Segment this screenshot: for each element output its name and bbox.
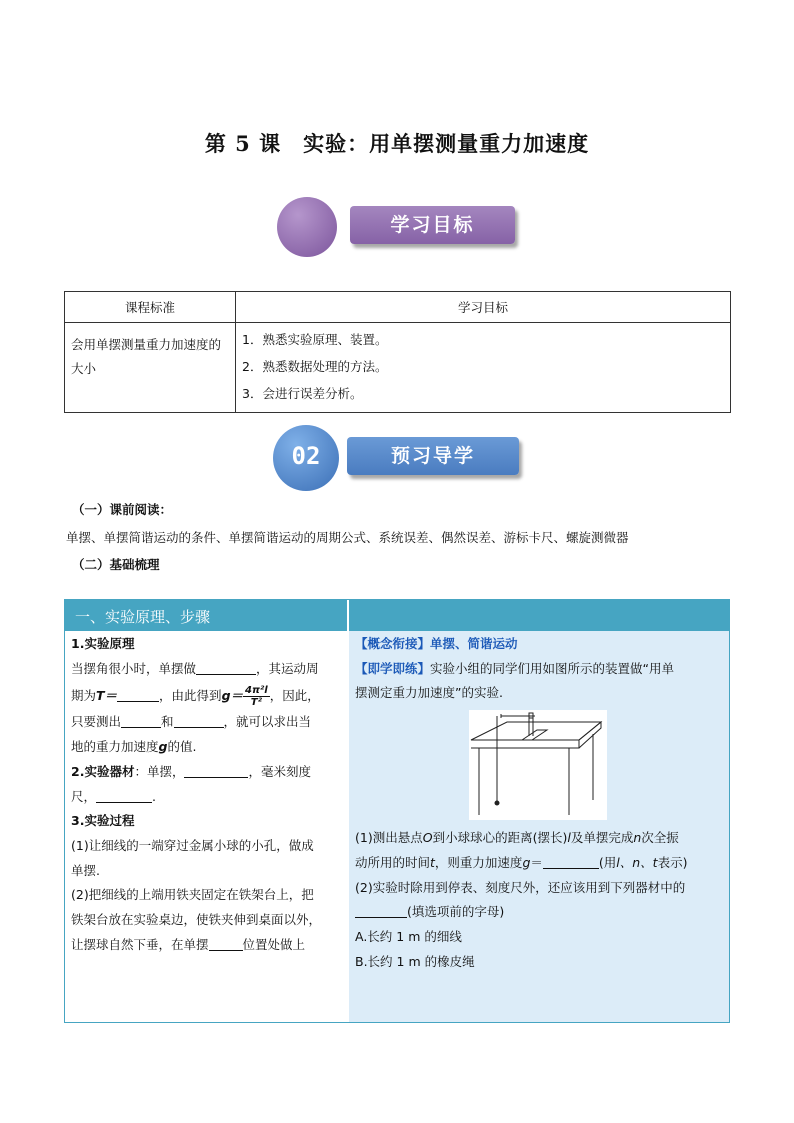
fraction-numerator: 4π²l <box>245 685 268 697</box>
section-badge-circle-1 <box>277 197 337 257</box>
course-standard-text: 会用单摆测量重力加速度的大小 <box>71 337 222 376</box>
reading-heading: （一）课前阅读： <box>72 502 173 517</box>
step-text: 铁架台放在实验桌边，使铁夹伸到桌面以外， <box>71 912 322 928</box>
answer-blank[interactable] <box>543 854 599 869</box>
text: ，则重力加速度 <box>434 854 523 870</box>
goals-table <box>64 291 731 413</box>
fraction-denominator: T² <box>250 697 262 709</box>
blank <box>209 936 243 951</box>
text: 实验小组的同学们用如图所示的装置做“用单 <box>430 660 674 676</box>
text: ，因此， <box>269 688 320 704</box>
text: 当摆角很小时，单摆做 <box>71 660 197 676</box>
text: 及单摆完成 <box>570 830 634 846</box>
text: 尺， <box>71 788 97 804</box>
apparatus-figure <box>469 710 607 820</box>
blank <box>184 763 248 778</box>
course-standard-cell <box>65 323 236 413</box>
text: (1)测出悬点 <box>355 830 423 846</box>
heading-process: 3.实验过程 <box>71 813 135 829</box>
text: ，毫米刻度 <box>248 763 311 779</box>
text: ，其运动周 <box>256 660 319 676</box>
basics-heading: （二）基础梳理 <box>72 557 160 572</box>
goal-item: 2．熟悉数据处理的方法。 <box>242 359 388 374</box>
text: 地的重力加速度 <box>71 739 159 755</box>
blank <box>174 713 224 728</box>
answer-blank[interactable] <box>355 903 407 918</box>
text: 摆测定重力加速度”的实验. <box>355 685 503 701</box>
formula-g: g <box>158 739 168 755</box>
var-l: l <box>567 830 571 846</box>
text: 只要测出 <box>71 714 122 730</box>
question-text: (2)实验时除用到停表、刻度尺外，还应该用到下列器材中的 <box>355 879 686 895</box>
var-g: g <box>522 854 531 870</box>
text: 期为 <box>71 688 97 704</box>
text: (填选项前的字母) <box>407 904 505 920</box>
page-title: 第 5 课 实验：用单摆测量重力加速度 <box>204 131 590 156</box>
concept-tag: 【概念衔接】单摆、简谐运动 <box>355 636 518 651</box>
step-text: (1)让细线的一端穿过金属小球的小孔，做成 <box>71 837 314 853</box>
goal-item: 1．熟悉实验原理、装置。 <box>242 332 388 347</box>
step-text: 单摆. <box>71 862 100 878</box>
text: ，就可以求出当 <box>223 714 312 730</box>
text: 让摆球自然下垂，在单摆 <box>71 936 209 952</box>
formula-g: g＝ <box>221 688 244 704</box>
section-banner-1: 学习目标 <box>350 206 515 244</box>
box-left-text <box>71 632 343 957</box>
box-right-text <box>355 632 727 974</box>
box-header <box>65 600 729 631</box>
box-divider <box>347 600 349 1022</box>
practice-tag: 【即学即练】 <box>355 660 431 676</box>
reading-content: 单摆、单摆简谐运动的条件、单摆简谐运动的周期公式、系统误差、偶然误差、游标卡尺、螺旋测微器 <box>66 530 629 545</box>
text: 到小球球心的距离(摆长) <box>432 830 568 846</box>
text: (用 <box>598 854 617 870</box>
goal-item: 3．会进行误差分析。 <box>242 386 363 401</box>
blank <box>121 713 161 728</box>
heading-principle: 1.实验原理 <box>71 636 135 651</box>
option-a: A.长约 1 m 的细线 <box>355 928 462 944</box>
text: 动所用的时间 <box>355 854 431 870</box>
formula-T: T＝ <box>96 688 118 704</box>
blank <box>96 788 152 803</box>
var-t: t <box>430 854 435 870</box>
section-banner-2: 预习导学 <box>347 437 519 475</box>
formula-fraction <box>243 685 270 708</box>
text: ，由此得到 <box>159 688 222 704</box>
text: 表示) <box>657 854 688 870</box>
step-text: (2)把细线的上端用铁夹固定在铁架台上，把 <box>71 887 314 903</box>
table-header-standard: 课程标准 <box>65 292 236 323</box>
var-O: O <box>422 830 433 846</box>
principle-box <box>64 599 730 1023</box>
option-b: B.长约 1 m 的橡皮绳 <box>355 953 475 969</box>
text: 次全振 <box>641 830 679 846</box>
text: 位置处做上 <box>242 936 306 952</box>
table-header-goals: 学习目标 <box>236 292 731 323</box>
text: ＝ <box>530 854 543 870</box>
pendulum-apparatus-icon <box>469 710 607 820</box>
blank <box>117 687 159 702</box>
goals-cell <box>236 323 731 413</box>
text: . <box>152 788 156 804</box>
text: 的值. <box>167 739 197 755</box>
box-header-title: 一、实验原理、步骤 <box>75 608 211 626</box>
text: ：单摆， <box>134 763 185 779</box>
heading-equipment: 2.实验器材 <box>71 763 135 779</box>
blank <box>196 660 256 675</box>
section-badge-2: 02 <box>291 442 321 470</box>
vars: l、n、t <box>616 854 658 870</box>
var-n: n <box>633 830 642 846</box>
text: 和 <box>161 714 174 730</box>
